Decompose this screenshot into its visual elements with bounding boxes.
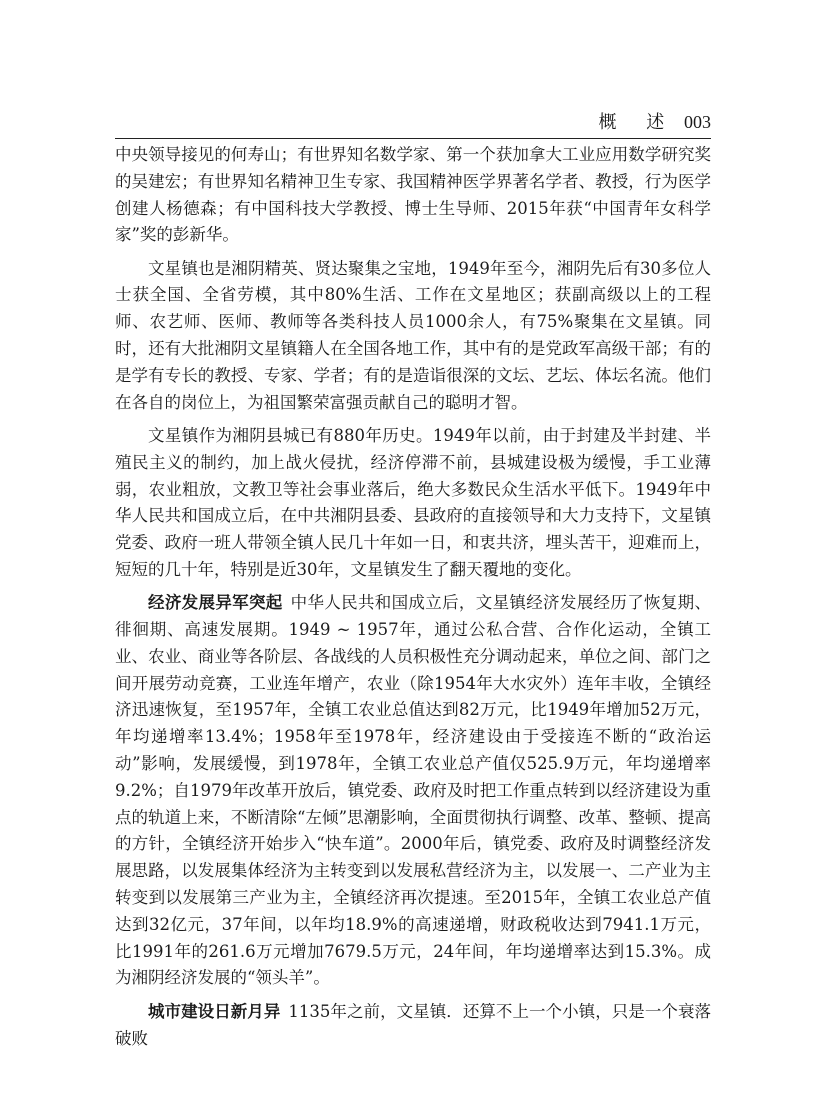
paragraph-2 [115,256,711,417]
paragraph-text: 中央领导接见的何寿山；有世界知名数学家、第一个获加拿大工业应用数学研究奖的吴建宏；有世界知名精神卫生专家、我国精神医学界著名学者、教授，行为医学创建人杨德森；有中国科技大学教授、博士生导师、2015年获“中国青年女科学家”奖的彭新华。 [115,145,711,245]
paragraph-5 [115,999,711,1053]
paragraph-3 [115,423,711,584]
page-number: 003 [684,112,711,132]
section-lead-economy: 经济发展异军突起 [148,593,283,613]
section-lead-urban: 城市建设日新月异 [148,1001,281,1021]
body-text [115,142,711,1059]
paragraph-text: 文星镇作为湘阴县城已有880年历史。1949年以前，由于封建及半封建、半殖民主义的制约，加上战火侵扰，经济停滞不前，县城建设极为缓慢，手工业薄弱，农业粗放，文教卫等社会事业落后，绝大多数民众生活水平低下。1949年中华人民共和国成立后，在中共湘阴县委、县政府的直接领导和大力支持下，文星镇党委、政府一班人带领全镇人民几十年如一日，和衷共济，埋头苦干，迎难而上，短短的几十年，特别是近30年，文星镇发生了翻天覆地的变化。 [115,425,711,579]
running-header [115,108,711,139]
paragraph-4 [115,590,711,992]
chapter-title: 概 述 [598,112,677,133]
paragraph-text: 中华人民共和国成立后，文星镇经济发展经历了恢复期、徘徊期、高速发展期。1949 ~ 1957年，通过公私合营、合作化运动，全镇工业、农业、商业等各阶层、各战线的人员积极性充分调动起来，单位之间、部门之间开展劳动竞赛，工业连年增产，农业（除1954年大水灾外）连年丰收，全镇经济迅速恢复，至1957年，全镇工农业总值达到82万元，比1949年增加52万元，年均递增率13.4%；1958年至1978年，经济建设由于受接连不断的“政治运动”影响，发展缓慢，到1978年，全镇工农业总产值仅525.9万元，年均递增率9.2%；自1979年改革开放后，镇党委、政府及时把工作重点转到以经济建设为重点的轨道上来，不断清除“左倾”思潮影响，全面贯彻执行调整、改革、整顿、提高的方针，全镇经济开始步入“快车道”。2000年后，镇党委、政府及时调整经济发展思路，以发展集体经济为主转变到以发展私营经济为主，以发展一、二产业为主转变到以发展第三产业为主，全镇经济再次提速。至2015年，全镇工农业总产值达到32亿元，37年间，以年均18.9%的高速递增，财政税收达到7941.1万元，比1991年的261.6万元增加7679.5万元，24年间，年均递增率达到15.3%。成为湘阴经济发展的“领头羊”。 [115,593,711,988]
paragraph-1 [115,142,711,249]
header-right [599,111,711,134]
paragraph-text: 文星镇也是湘阴精英、贤达聚集之宝地，1949年至今，湘阴先后有30多位人士获全国、全省劳模，其中80%生活、工作在文星地区；获副高级以上的工程师、农艺师、医师、教师等各类科技人员1000余人，有75%聚集在文星镇。同时，还有大批湘阴文星镇籍人在全国各地工作，其中有的是党政军高级干部；有的是学有专长的教授、专家、学者；有的是造诣很深的文坛、艺坛、体坛名流。他们在各自的岗位上，为祖国繁荣富强贡献自己的聪明才智。 [115,258,711,412]
paragraph-text: 1135年之前，文星镇．还算不上一个小镇，只是一个衰落破败 [115,1001,711,1048]
